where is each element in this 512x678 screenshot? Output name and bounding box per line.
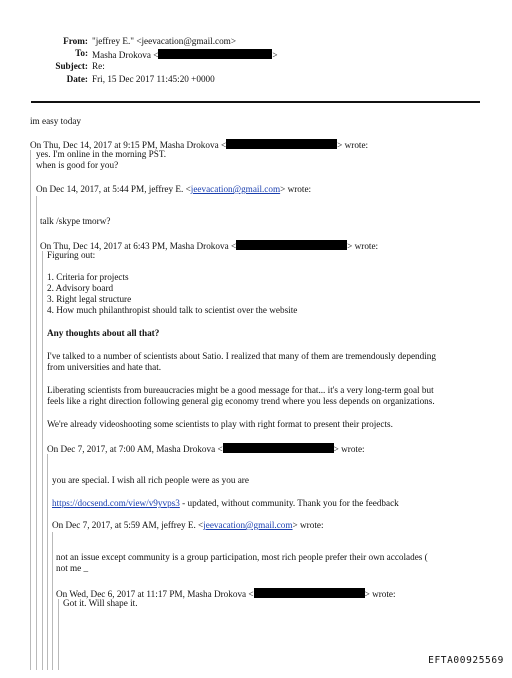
quote-bar	[47, 454, 48, 670]
date-label: Date:	[66, 74, 88, 84]
quote-line: Figuring out:	[47, 250, 96, 260]
subject-label: Subject:	[55, 61, 88, 71]
paragraph-line: We're already videoshooting some scientists to play with right format to present their projects.	[47, 419, 393, 429]
attrib-suffix: > wrote:	[364, 589, 396, 599]
paragraph-line: from universities and hate that.	[47, 362, 162, 372]
quote-line: not me _	[56, 563, 89, 573]
header-divider	[31, 101, 480, 103]
attrib-text: On Thu, Dec 14, 2017 at 9:15 PM, Masha Drokova <	[30, 140, 227, 150]
date-value: Fri, 15 Dec 2017 11:45:20 +0000	[92, 74, 215, 84]
quote-line: Got it. Will shape it.	[63, 598, 138, 608]
paragraph-line: Liberating scientists from bureaucracies might be a good message for that... it's a very long-term goal but	[47, 385, 434, 395]
bold-question: Any thoughts about all that?	[47, 328, 160, 338]
attrib-text: On Dec 14, 2017, at 5:44 PM, jeffrey E. <	[36, 184, 191, 194]
document-id: EFTA00925569	[428, 655, 504, 666]
body-line: im easy today	[30, 116, 82, 126]
list-item: 3. Right legal structure	[47, 294, 132, 304]
quote-bar	[42, 251, 43, 670]
quote-attribution	[36, 184, 311, 195]
attrib-suffix: > wrote:	[347, 241, 379, 251]
quote-line: when is good for you?	[36, 160, 119, 170]
quote-line: you are special. I wish all rich people were as you are	[52, 475, 249, 485]
from-value: "jeffrey E." <jeevacation@gmail.com>	[92, 36, 237, 46]
redaction-box	[158, 49, 272, 59]
redaction-box	[223, 443, 334, 453]
attrib-text: On Wed, Dec 6, 2017 at 11:17 PM, Masha Drokova <	[56, 589, 254, 599]
redaction-box	[236, 240, 347, 250]
list-item: 1. Criteria for projects	[47, 272, 129, 282]
quote-bar	[36, 196, 37, 670]
quote-bar	[52, 532, 53, 670]
attrib-suffix: > wrote:	[280, 184, 312, 194]
redaction-box	[226, 139, 337, 149]
subject-value: Re:	[92, 61, 105, 71]
docsend-link[interactable]: https://docsend.com/view/v9yvps3	[52, 498, 180, 508]
quote-bar	[58, 599, 59, 670]
paragraph-line: I've talked to a number of scientists about Satio. I realized that many of them are tremendously depending	[47, 351, 436, 361]
paragraph-line: feels like a right direction following general gig economy trend where you less depends on organizations.	[47, 396, 435, 406]
attrib-text: On Dec 7, 2017, at 5:59 AM, jeffrey E. <	[52, 520, 204, 530]
attrib-suffix: > wrote:	[337, 140, 369, 150]
quote-line: talk /skype tmorw?	[40, 216, 111, 226]
quote-attribution	[52, 520, 324, 531]
to-label: To:	[75, 48, 88, 58]
attrib-text: On Dec 7, 2017, at 7:00 AM, Masha Drokova <	[47, 444, 223, 454]
redaction-box	[254, 588, 365, 598]
quote-attribution	[47, 442, 365, 455]
quote-bar	[30, 150, 31, 670]
to-value	[92, 48, 278, 60]
link-suffix-text: - updated, without community. Thank you for the feedback	[179, 498, 399, 508]
list-item: 2. Advisory board	[47, 283, 114, 293]
email-link[interactable]: jeevacation@gmail.com	[190, 184, 281, 194]
attrib-suffix: > wrote:	[292, 520, 324, 530]
attrib-text: On Thu, Dec 14, 2017 at 6:43 PM, Masha Drokova <	[40, 241, 237, 251]
to-value-prefix: Masha Drokova <	[92, 50, 159, 60]
quote-line: yes. I'm online in the morning PST.	[36, 149, 167, 159]
quote-line	[52, 498, 399, 509]
attrib-suffix: > wrote:	[333, 444, 365, 454]
from-label: From:	[63, 36, 88, 46]
quote-line: not an issue except community is a group participation, most rich people prefer their own accolades (	[56, 552, 428, 562]
email-link[interactable]: jeevacation@gmail.com	[203, 520, 293, 530]
to-value-suffix: >	[272, 50, 278, 60]
list-item: 4. How much philanthropist should talk to scientist over the website	[47, 305, 298, 315]
